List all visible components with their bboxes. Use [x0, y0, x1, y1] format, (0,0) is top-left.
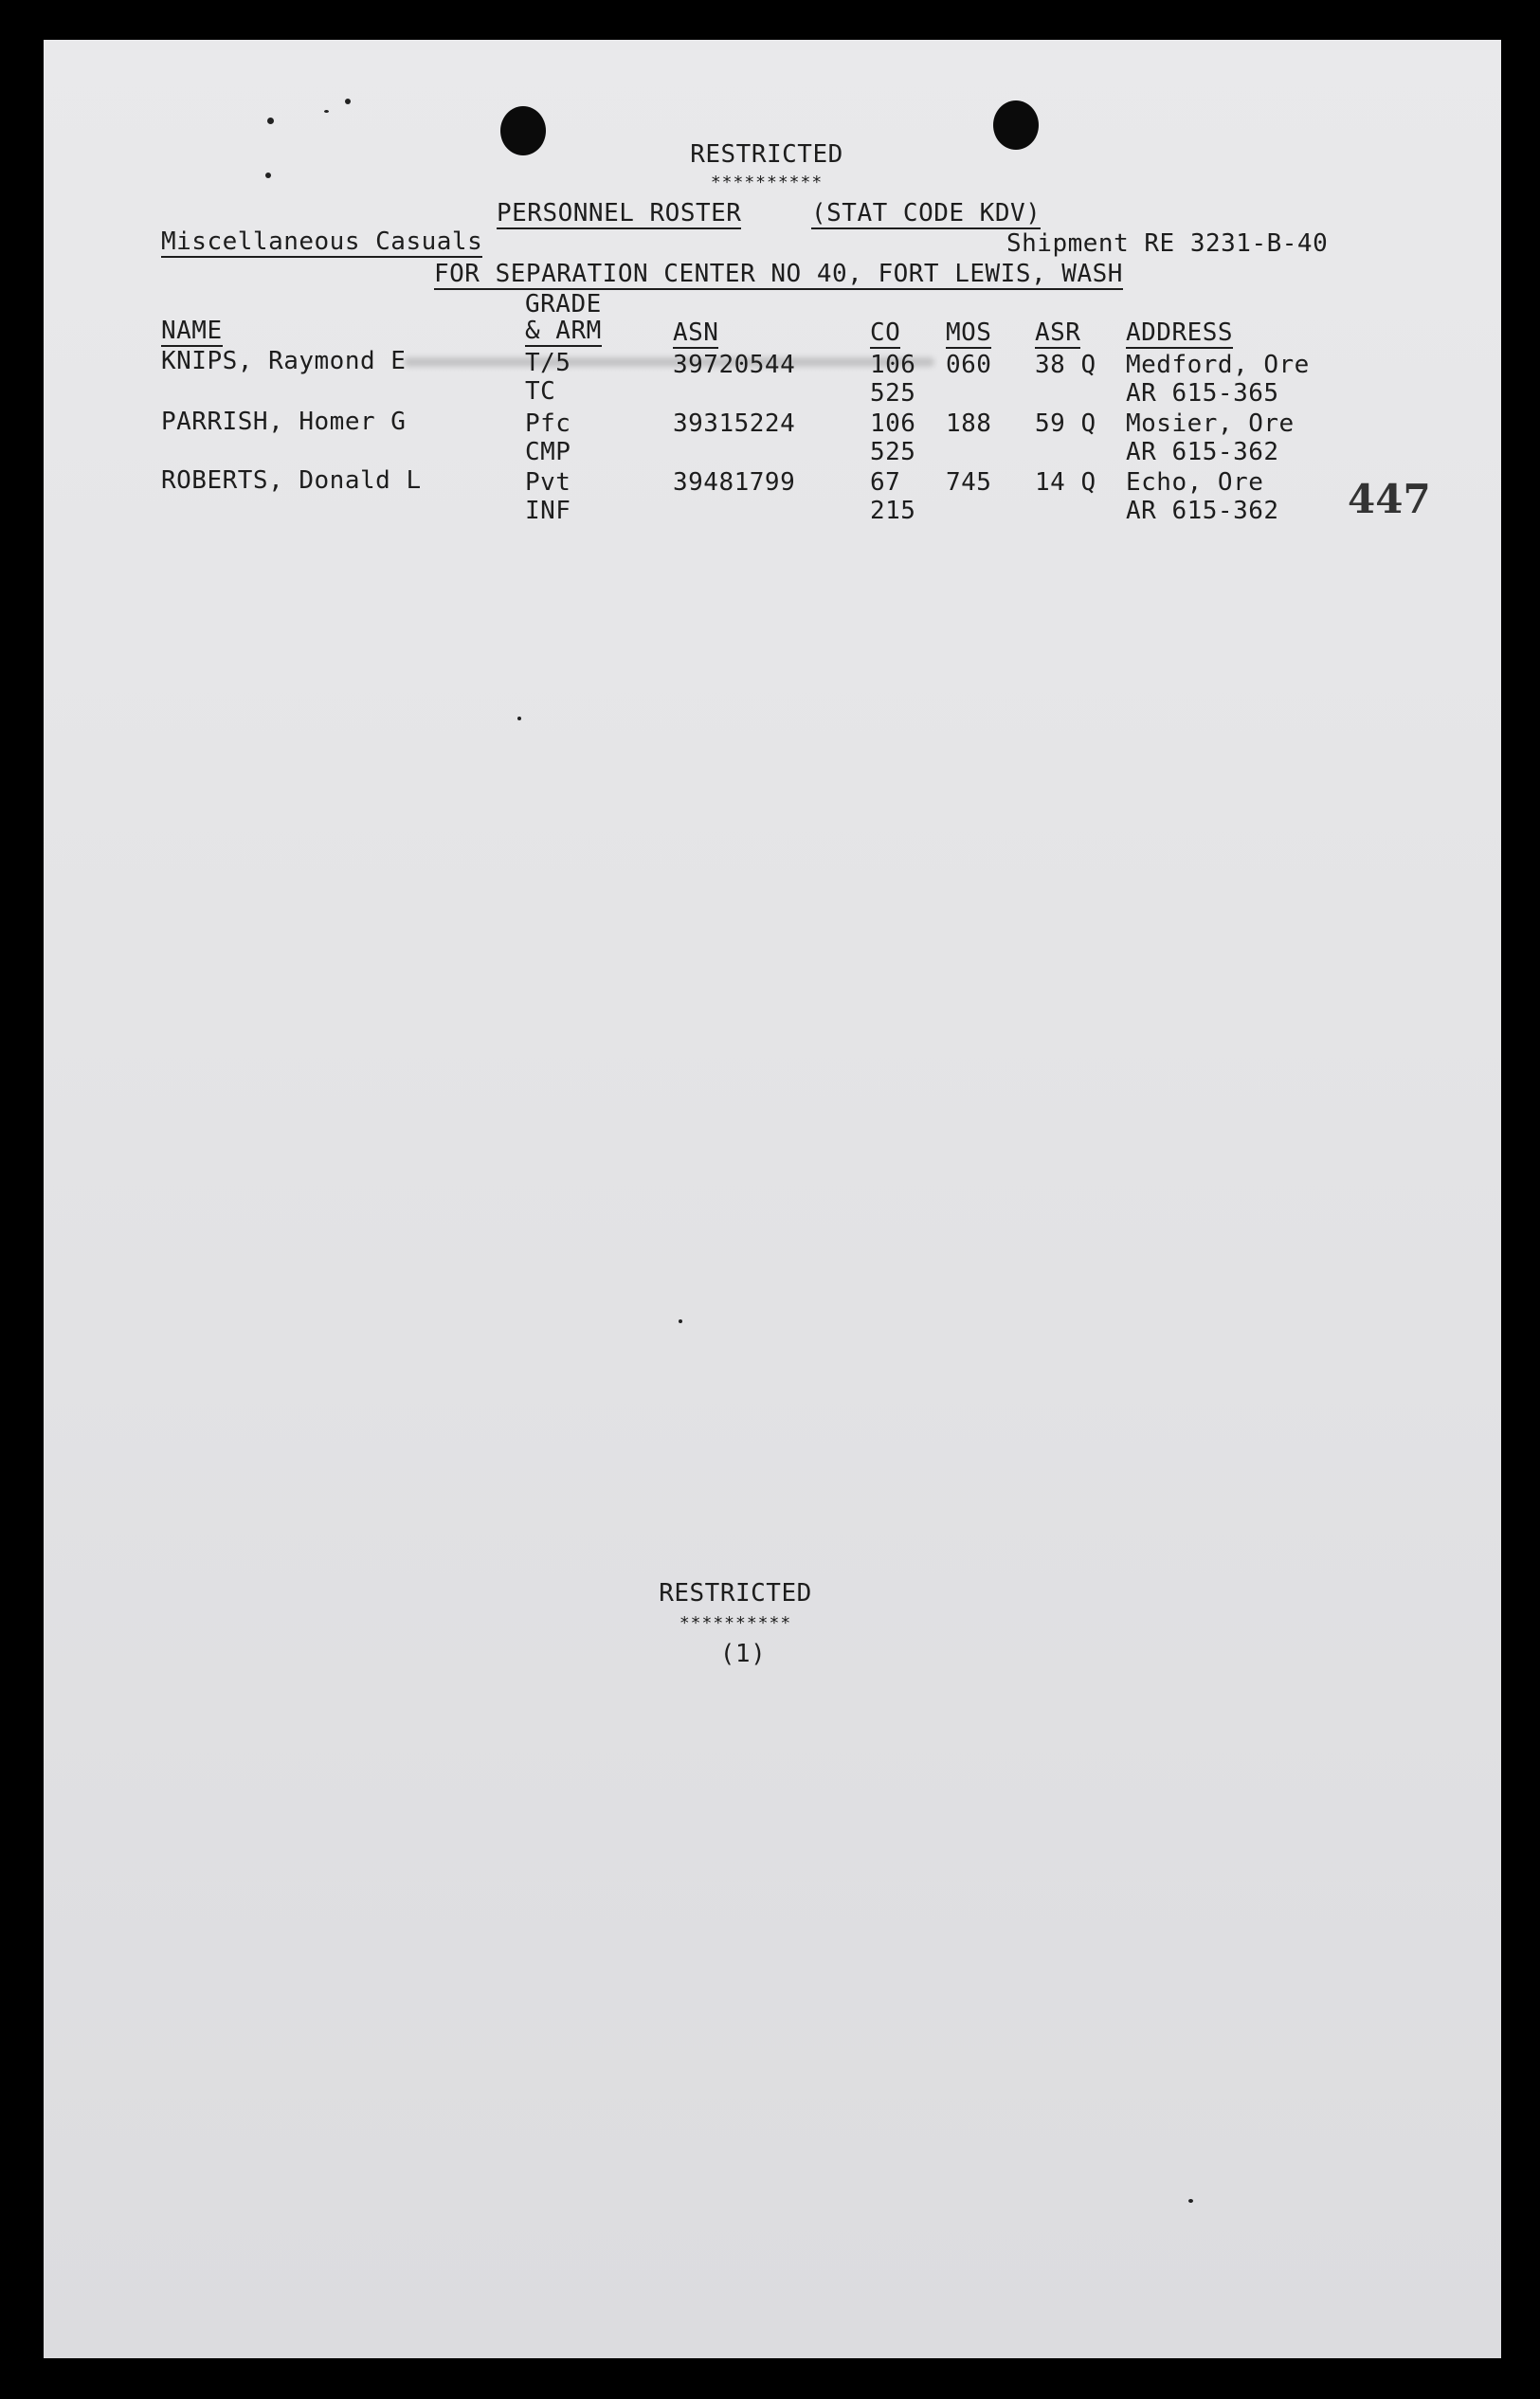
row-co-second: 525 — [870, 379, 916, 408]
destination: FOR SEPARATION CENTER NO 40, FORT LEWIS, WASH — [434, 260, 1123, 288]
col-header-co: CO — [870, 318, 901, 347]
row-authority: AR 615-362 — [1126, 497, 1279, 525]
col-header-asr: ASR — [1035, 318, 1081, 347]
ink-speck — [517, 717, 521, 720]
classification-bottom-decor: ********** — [679, 1613, 792, 1633]
ink-smudge — [404, 357, 934, 367]
ink-speck — [679, 1319, 682, 1323]
row-co-second: 525 — [870, 438, 916, 466]
row-asr: 38 Q — [1035, 351, 1096, 379]
row-mos: 188 — [946, 409, 992, 438]
ink-speck — [345, 99, 351, 104]
row-grade: T/5 — [525, 349, 571, 377]
col-header-grade: GRADE — [525, 290, 602, 318]
ink-speck — [1188, 2199, 1193, 2203]
shipment-number: Shipment RE 3231-B-40 — [1006, 229, 1329, 258]
row-name: KNIPS, Raymond E — [161, 347, 407, 375]
row-address: Mosier, Ore — [1126, 409, 1295, 438]
row-asr: 14 Q — [1035, 468, 1096, 497]
col-header-name: NAME — [161, 317, 223, 345]
row-asr: 59 Q — [1035, 409, 1096, 438]
classification-top: RESTRICTED — [690, 140, 843, 169]
page-number: (1) — [719, 1640, 767, 1668]
punch-hole-left — [500, 106, 546, 155]
row-grade: Pvt — [525, 468, 571, 497]
col-header-arm: & ARM — [525, 317, 602, 345]
row-co: 106 — [870, 409, 916, 438]
row-asn: 39481799 — [673, 468, 796, 497]
roster-group: Miscellaneous Casuals — [161, 227, 483, 256]
col-header-address: ADDRESS — [1126, 318, 1234, 347]
classification-bottom: RESTRICTED — [659, 1579, 812, 1608]
row-co-second: 215 — [870, 497, 916, 525]
col-header-asn: ASN — [673, 318, 719, 347]
page-stamp-number: 447 — [1348, 476, 1431, 522]
row-mos: 745 — [946, 468, 992, 497]
row-grade: Pfc — [525, 409, 571, 438]
ink-speck — [265, 173, 271, 178]
ink-speck — [267, 118, 274, 124]
row-co: 106 — [870, 351, 916, 379]
row-asn: 39315224 — [673, 409, 796, 438]
roster-title: PERSONNEL ROSTER — [497, 199, 742, 227]
classification-top-decor: ********** — [710, 173, 824, 192]
row-name: ROBERTS, Donald L — [161, 466, 422, 495]
ink-speck — [324, 110, 329, 113]
col-header-mos: MOS — [946, 318, 992, 347]
row-mos: 060 — [946, 351, 992, 379]
row-arm: TC — [525, 377, 556, 406]
row-arm: INF — [525, 497, 571, 525]
row-address: Medford, Ore — [1126, 351, 1310, 379]
stat-code: (STAT CODE KDV) — [811, 199, 1042, 227]
row-arm: CMP — [525, 438, 571, 466]
row-authority: AR 615-365 — [1126, 379, 1279, 408]
row-co: 67 — [870, 468, 901, 497]
document-page — [44, 40, 1501, 2358]
row-authority: AR 615-362 — [1126, 438, 1279, 466]
row-address: Echo, Ore — [1126, 468, 1264, 497]
punch-hole-right — [993, 100, 1039, 150]
row-name: PARRISH, Homer G — [161, 408, 407, 436]
row-asn: 39720544 — [673, 351, 796, 379]
